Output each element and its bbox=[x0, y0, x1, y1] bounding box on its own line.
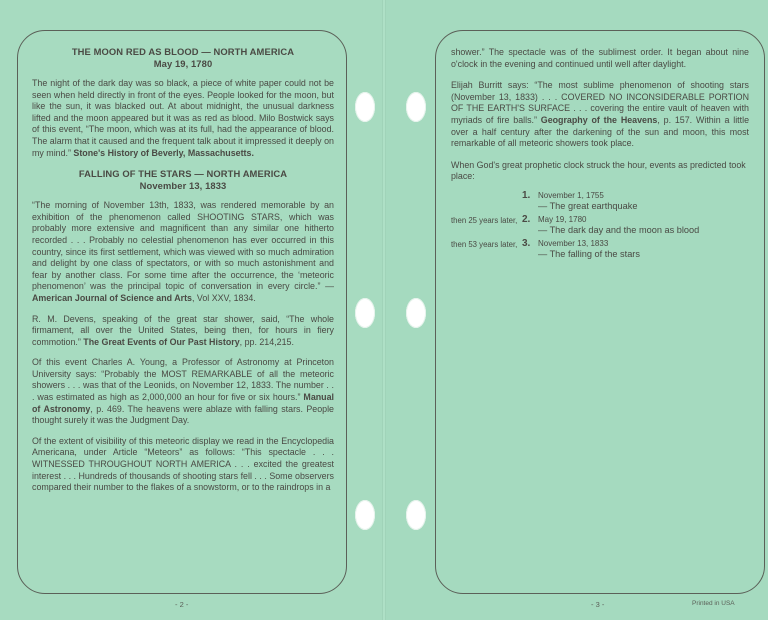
paragraph-text: Of this event Charles A. Young, a Professor of Astronomy at Princeton University says: “Probably the MOST REMARKABLE of all the meteoric showers . . . was that of the Leonids, on November 12, 1833. The number . . . was estimated as high as 2,000,000 an hour for five or six hours.” bbox=[32, 357, 334, 403]
citation-detail: , p. 469. The heavens were ablaze with falling stars. People thought surely it was the Judgment Day. bbox=[32, 403, 334, 426]
page-number: - 3 - bbox=[591, 600, 605, 609]
paragraph-text: shower.” The spectacle was of the sublimest order. It began about nine o'clock in the evening and continued until well after daylight. bbox=[451, 47, 749, 69]
source-citation: Manual of Astronomy bbox=[32, 392, 334, 414]
citation-detail: , Vol XXV, 1834. bbox=[191, 292, 256, 303]
source-citation: Geography of the Heavens bbox=[540, 114, 658, 125]
prophecy-timeline bbox=[451, 190, 749, 260]
section-heading-moon bbox=[32, 46, 334, 70]
timeline-item bbox=[451, 214, 749, 236]
source-citation: The Great Events of Our Past History bbox=[83, 336, 240, 347]
heading-line: FALLING OF THE STARS — NORTH AMERICA bbox=[78, 168, 288, 180]
timeline-date: November 1, 1755 bbox=[538, 190, 604, 200]
timeline-number: 2. bbox=[522, 213, 531, 225]
paragraph bbox=[32, 357, 334, 427]
citation-detail: , pp. 214,215. bbox=[239, 336, 294, 347]
paragraph-text: “The morning of November 13th, 1833, was rendered memorable by an exhibition of the phenomenon called SHOOTING STARS, which was probably more extensive and magnificent than any similar one hitherto recorded . . . Probably no celestial phenomenon has ever occurred in this country, since its first settlement, which was viewed with so much admiration and delight by one class of spectators, or with so much astonishment and fear by another class. For some time after the occurrence, the ‘meteoric phenomenon’ was the principal topic of conversation in every circle.” — bbox=[32, 200, 334, 292]
timeline-interval: then 53 years later, bbox=[451, 239, 518, 249]
paragraph bbox=[32, 78, 334, 159]
right-page-content bbox=[451, 47, 749, 262]
paragraph bbox=[451, 160, 751, 183]
source-citation: American Journal of Science and Arts bbox=[32, 292, 192, 303]
timeline-date: May 19, 1780 bbox=[538, 214, 587, 224]
paragraph bbox=[32, 314, 334, 349]
timeline-event: — The dark day and the moon as blood bbox=[538, 224, 700, 235]
timeline-interval: then 25 years later, bbox=[451, 215, 518, 225]
heading-date: November 13, 1833 bbox=[139, 180, 227, 192]
section-heading-stars bbox=[32, 168, 334, 192]
heading-line: THE MOON RED AS BLOOD — NORTH AMERICA bbox=[71, 46, 295, 57]
paragraph bbox=[451, 47, 749, 70]
printed-in-usa: Printed in USA bbox=[692, 600, 735, 607]
paragraph-text: Elijah Burritt says: “The most sublime phenomenon of shooting stars (November 13, 1833) . . . COVERED NO INCONSIDERABLE PORTION OF THE EARTH'S SURFACE . . . covering the entire vault of heaven with myriads of fire balls.” bbox=[451, 80, 749, 125]
paragraph bbox=[32, 200, 334, 304]
left-page-content bbox=[32, 46, 334, 503]
paragraph-text: R. M. Devens, speaking of the great star shower, said, “The whole firmament, all over the United States, being then, for hours in fiery commotion.” bbox=[32, 313, 334, 347]
timeline-item bbox=[451, 238, 749, 260]
binder-hole bbox=[406, 92, 426, 122]
heading-date: May 19, 1780 bbox=[153, 58, 213, 69]
timeline-event: — The falling of the stars bbox=[538, 248, 640, 259]
binder-hole bbox=[406, 500, 426, 530]
binder-hole bbox=[355, 92, 375, 122]
paragraph-text: Of the extent of visibility of this meteoric display we read in the Encyclopedia Americana, under Article “Meteors” as follows: “This spectacle . . . WITNESSED THROUGHOUT NORTH AMERICA . . . excited the greatest interest . . . Hundreds of thousands of shooting stars fell . . . Some observers compared their number to the flakes of a snowstorm, or to the raindrops in a bbox=[32, 435, 334, 493]
source-citation: Stone's History of Beverly, Massachusetts. bbox=[73, 147, 254, 158]
timeline-number: 3. bbox=[522, 237, 531, 249]
paragraph-text: When God's great prophetic clock struck the hour, events as predicted took place: bbox=[451, 159, 746, 182]
page-number: - 2 - bbox=[175, 600, 189, 609]
paragraph bbox=[32, 436, 334, 494]
paragraph bbox=[451, 80, 749, 150]
paragraph-text: The night of the dark day was so black, a piece of white paper could not be seen when held directly in front of the eyes. People looked for the moon, but like the sun, it was blacked out. At about midnight, the unusual darkness lifted and the moon appeared but it was as red as blood. Milo Bostwick says of this event, “The moon, which was at its full, had the appearance of blood. The alarm that it caused and the frequent talk about it impressed it deeply on my mind.” bbox=[32, 78, 334, 158]
timeline-number: 1. bbox=[522, 189, 531, 201]
binder-hole bbox=[406, 298, 426, 328]
page-spine bbox=[382, 0, 386, 620]
timeline-interval bbox=[451, 190, 522, 191]
timeline-date: November 13, 1833 bbox=[538, 238, 609, 248]
timeline-event: — The great earthquake bbox=[538, 200, 638, 211]
binder-hole bbox=[355, 500, 375, 530]
citation-detail: , p. 157. Within a little over a half century after the darkening of the sun and moon, this most remarkable of all meteoric showers took place. bbox=[451, 114, 749, 149]
timeline-item bbox=[451, 190, 749, 212]
binder-hole bbox=[355, 298, 375, 328]
